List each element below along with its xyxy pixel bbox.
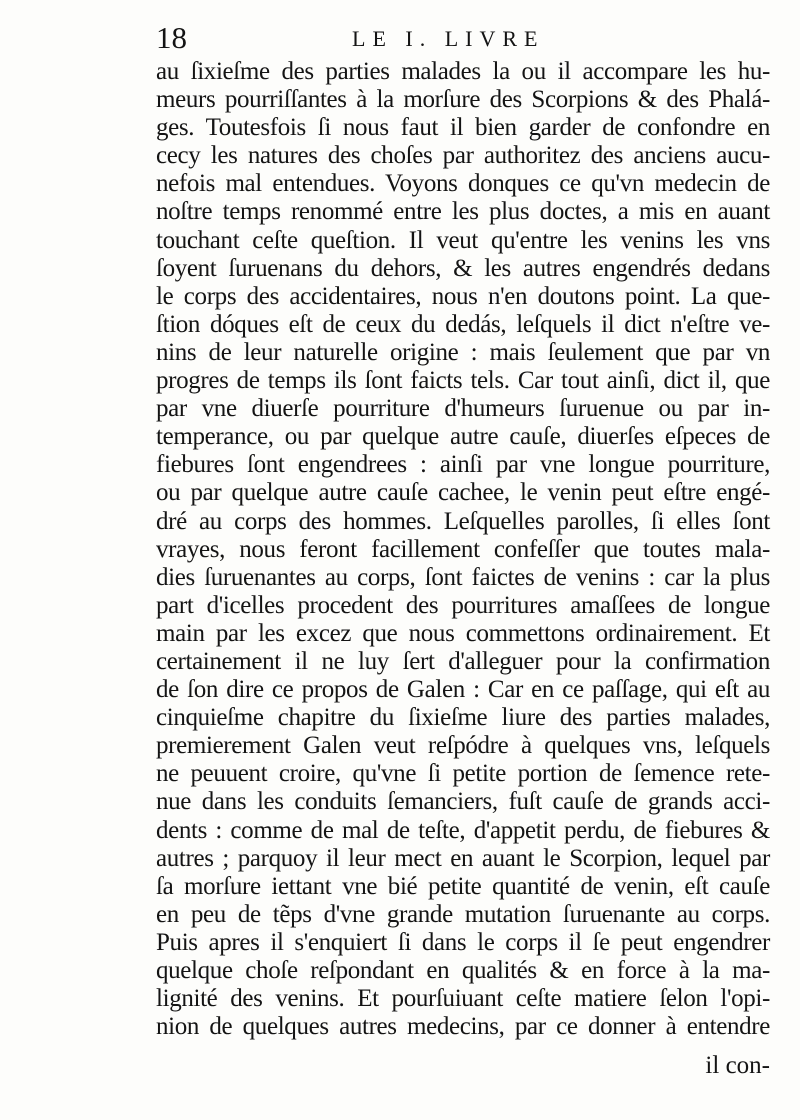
text-line: ou par quelque autre cauſe cachee, le venin peut eſtre engé- <box>156 479 770 507</box>
running-head <box>156 18 770 58</box>
text-line: par vne diuerſe pourriture d'humeurs ſuruenue ou par in- <box>156 395 770 423</box>
text-line: de ſon dire ce propos de Galen : Car en ce paſſage, qui eſt au <box>156 676 770 704</box>
text-line: ges. Toutesfois ſi nous faut il bien garder de confondre en <box>156 114 770 142</box>
text-line: Puis apres il s'enquiert ſi dans le corps il ſe peut engendrer <box>156 928 770 956</box>
text-line: ſoyent ſuruenans du dehors, & les autres engendrés dedans <box>156 254 770 282</box>
page-number: 18 <box>156 20 187 55</box>
text-line: lignité des venins. Et pourſuiuant ceſte matiere ſelon l'opi- <box>156 985 770 1013</box>
text-line: ſa morſure iettant vne bié petite quantité de venin, eſt cauſe <box>156 872 770 900</box>
text-line: cecy les natures des choſes par authoritez des anciens aucu- <box>156 142 770 170</box>
text-line: main par les excez que nous commettons ordinairement. Et <box>156 619 770 647</box>
text-line: temperance, ou par quelque autre cauſe, diuerſes eſpeces de <box>156 423 770 451</box>
text-line: fiebures ſont engendrees : ainſi par vne longue pourriture, <box>156 451 770 479</box>
text-line: cinquieſme chapitre du ſixieſme liure des parties malades, <box>156 704 770 732</box>
running-title: LE I. LIVRE <box>352 26 545 51</box>
text-line: touchant ceſte queſtion. Il veut qu'entre les venins les vns <box>156 226 770 254</box>
text-line: vrayes, nous feront facillement confeſſer que toutes mala- <box>156 535 770 563</box>
text-line: nins de leur naturelle origine : mais ſeulement que par vn <box>156 338 770 366</box>
catchword: il con- <box>705 1052 770 1079</box>
text-line: quelque choſe reſpondant en qualités & en force à la ma- <box>156 957 770 984</box>
text-line: ſtion dóques eſt de ceux du dedás, leſquels il dict n'eſtre ve- <box>156 310 770 338</box>
text-line: certainement il ne luy ſert d'alleguer pour la confirmation <box>156 647 770 675</box>
text-line: nion de quelques autres medecins, par ce donner à entendre <box>156 1013 770 1041</box>
text-line: part d'icelles procedent des pourritures amaſſees de longue <box>156 591 770 619</box>
text-line: dré au corps des hommes. Leſquelles parolles, ſi elles ſont <box>156 507 770 535</box>
text-line: nefois mal entendues. Voyons donques ce qu'vn medecin de <box>156 170 770 198</box>
text-line: au ſixieſme des parties malades la ou il accompare les hu- <box>156 58 770 85</box>
body-text <box>156 58 770 1041</box>
text-line: autres ; parquoy il leur mect en auant le Scorpion, lequel par <box>156 844 770 872</box>
text-line: en peu de tẽps d'vne grande mutation ſuruenante au corps. <box>156 900 770 928</box>
text-line: meurs pourriſſantes à la morſure des Scorpions & des Phalá- <box>156 86 770 114</box>
text-line: dents : comme de mal de teſte, d'appetit perdu, de fiebures & <box>156 816 770 844</box>
text-line: ne peuuent croire, qu'vne ſi petite portion de ſemence rete- <box>156 760 770 788</box>
text-line: dies ſuruenantes au corps, ſont faictes de venins : car la plus <box>156 563 770 591</box>
text-line: noſtre temps renommé entre les plus doctes, a mis en auant <box>156 198 770 226</box>
text-line: nue dans les conduits ſemanciers, fuſt cauſe de grands acci- <box>156 788 770 816</box>
text-line: progres de temps ils ſont faicts tels. Car tout ainſi, dict il, que <box>156 367 770 395</box>
text-line: premierement Galen veut reſpódre à quelques vns, leſquels <box>156 732 770 760</box>
text-line: le corps des accidentaires, nous n'en doutons point. La que- <box>156 282 770 310</box>
